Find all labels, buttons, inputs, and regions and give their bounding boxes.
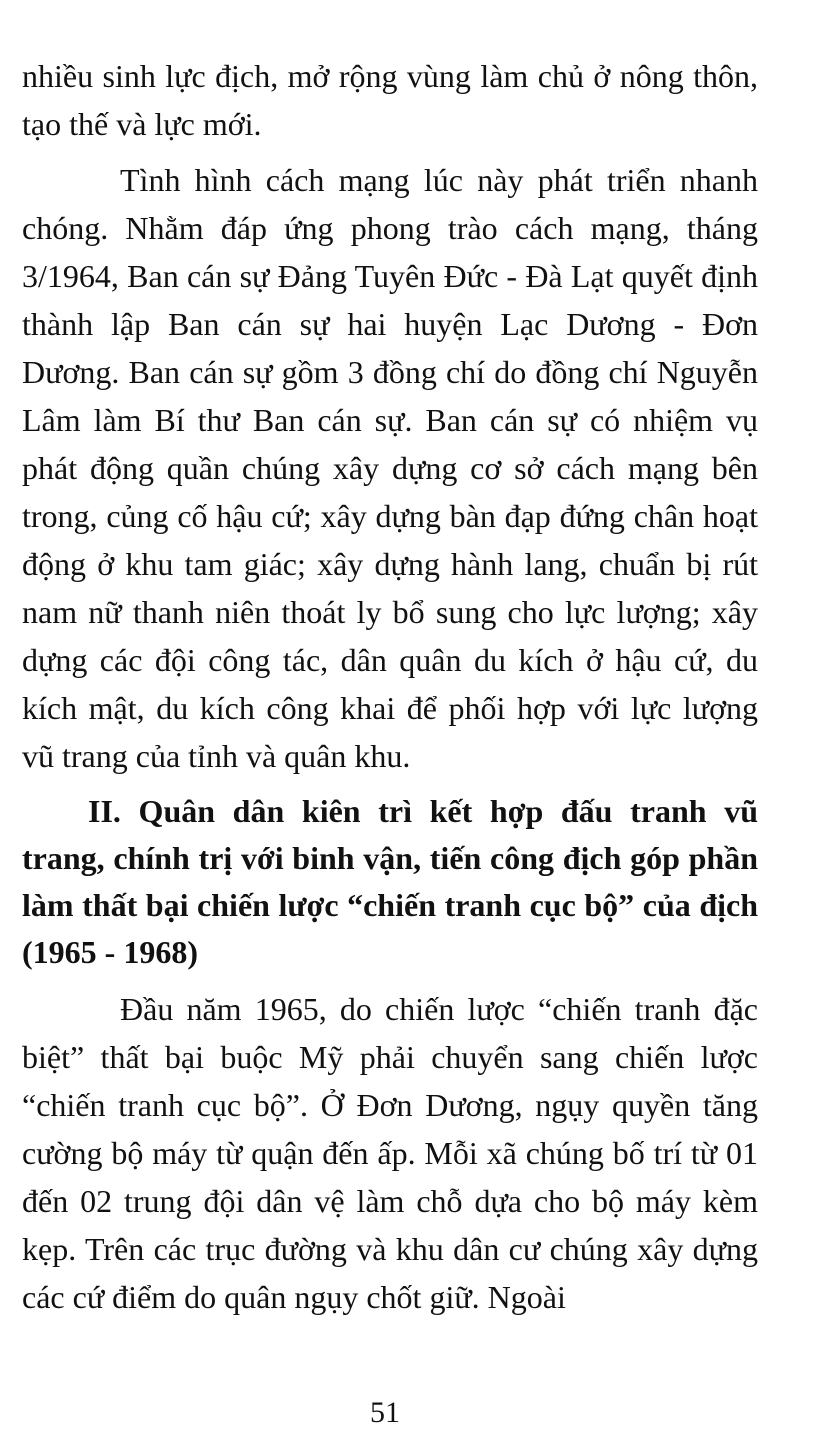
paragraph-revolution-situation: Tình hình cách mạng lúc này phát triển nhanh chóng. Nhằm đáp ứng phong trào cách mạng, tháng 3/1964, Ban cán sự Đảng Tuyên Đức - Đà Lạt quyết định thành lập Ban cán sự hai huyện Lạc Dương - Đơn Dương. Ban cán sự gồm 3 đồng chí do đồng chí Nguyễn Lâm làm Bí thư Ban cán sự. Ban cán sự có nhiệm vụ phát động quần chúng xây dựng cơ sở cách mạng bên trong, củng cố hậu cứ; xây dựng bàn đạp đứng chân hoạt động ở khu tam giác; xây dựng hành lang, chuẩn bị rút nam nữ thanh niên thoát ly bổ sung cho lực lượng; xây dựng các đội công tác, dân quân du kích ở hậu cứ, du kích mật, du kích công khai để phối hợp với lực lượng vũ trang của tỉnh và quân khu. (22, 162, 758, 774)
paragraph-early-1965: Đầu năm 1965, do chiến lược “chiến tranh đặc biệt” thất bại buộc Mỹ phải chuyển sang chiến lược “chiến tranh cục bộ”. Ở Đơn Dương, ngụy quyền tăng cường bộ máy từ quận đến ấp. Mỗi xã chúng bố trí từ 01 đến 02 trung đội dân vệ làm chỗ dựa cho bộ máy kèm kẹp. Trên các trục đường và khu dân cư chúng xây dựng các cứ điểm do quân ngụy chốt giữ. Ngoài (22, 991, 758, 1315)
section-heading: II. Quân dân kiên trì kết hợp đấu tranh vũ trang, chính trị với binh vận, tiến công địch góp phần làm thất bại chiến lược “chiến tranh cục bộ” của địch (1965 - 1968) (22, 793, 758, 970)
book-page (22, 52, 758, 1321)
page-number: 51 (370, 1396, 400, 1429)
paragraph-continuation: nhiều sinh lực địch, mở rộng vùng làm chủ ở nông thôn, tạo thế và lực mới. (22, 58, 758, 142)
